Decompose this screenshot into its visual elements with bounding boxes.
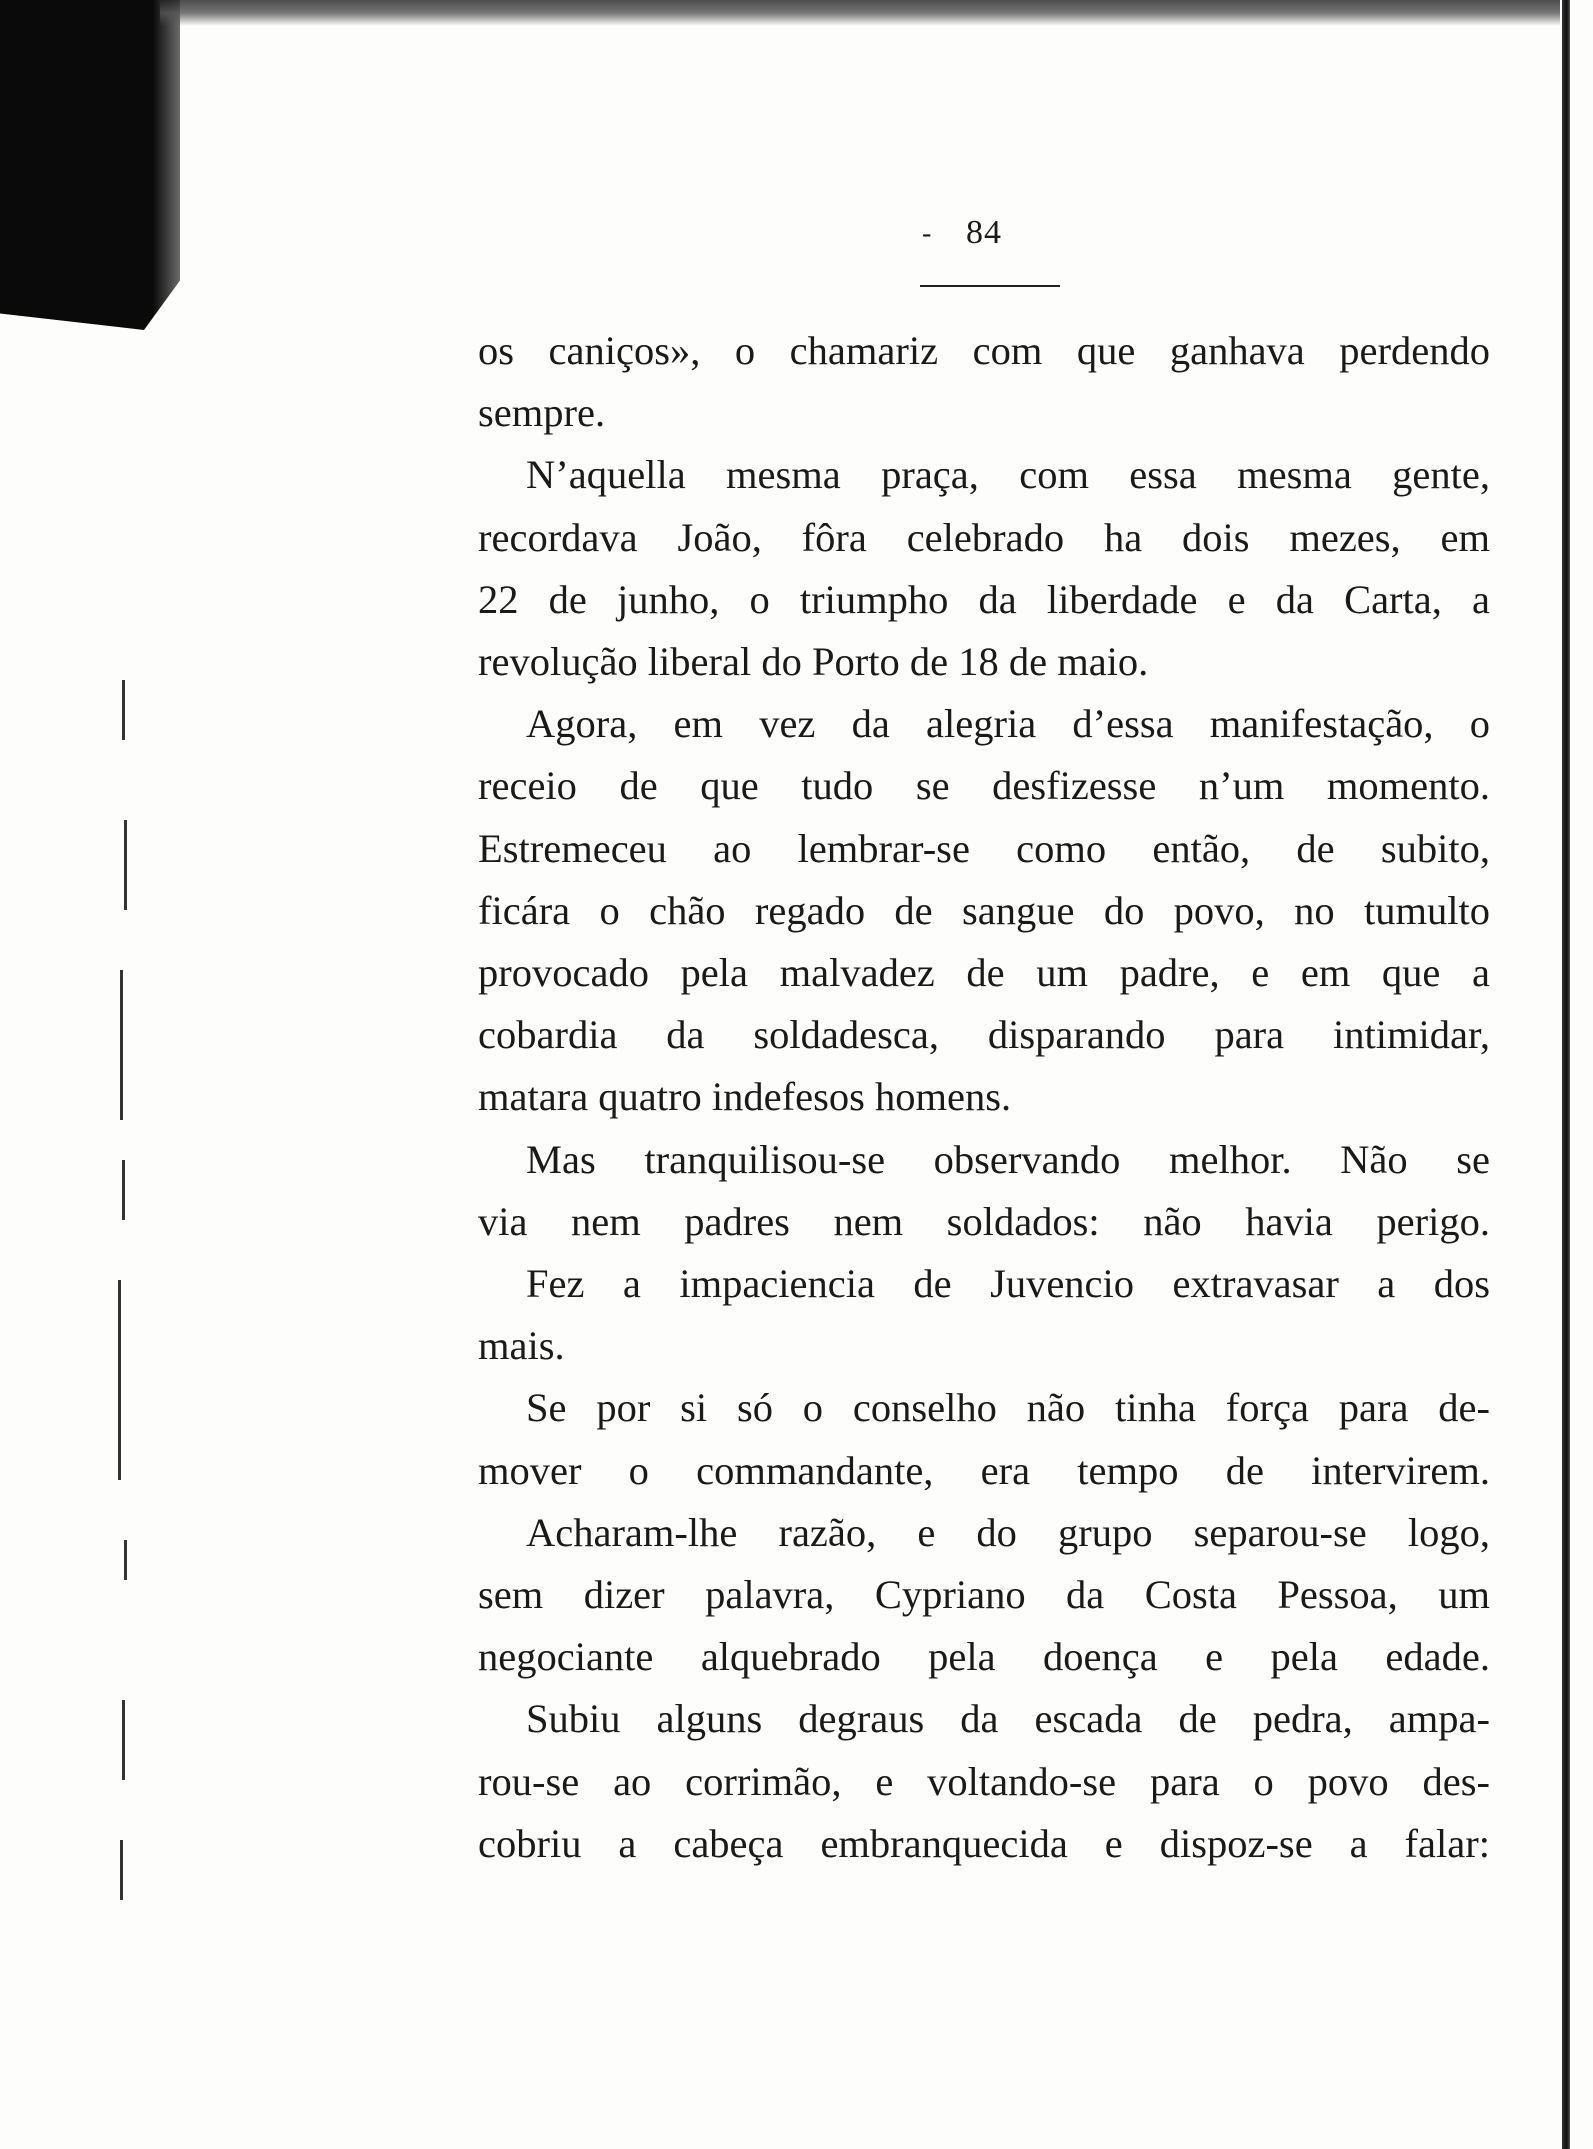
- text-line: matara quatro indefesos homens.: [478, 1074, 1012, 1120]
- text-line: negociante alquebrado pela doença e pela edade.: [478, 1634, 1490, 1680]
- text-line: 22 de junho, o triumpho da liberdade e da Carta, a: [478, 576, 1490, 622]
- text-line: Subiu alguns degraus da escada de pedra, ampa-: [526, 1696, 1490, 1742]
- text-line: Acharam-lhe razão, e do grupo separou-se logo,: [526, 1509, 1490, 1555]
- text-line: N’aquella mesma praça, com essa mesma gente,: [526, 452, 1490, 498]
- text-line: mover o commandante, era tempo de intervirem.: [478, 1447, 1490, 1493]
- text-line: Estremeceu ao lembrar-se como então, de subito,: [478, 825, 1490, 871]
- text-line: ficára o chão regado de sangue do povo, no tumulto: [478, 887, 1490, 933]
- binding-shadow: [0, 0, 180, 330]
- right-edge-shadow: [1562, 0, 1570, 2149]
- text-line: cobardia da soldadesca, disparando para intimidar,: [478, 1012, 1490, 1058]
- text-line: recordava João, fôra celebrado ha dois mezes, em: [478, 514, 1490, 560]
- header-rule: [920, 285, 1060, 287]
- text-line: receio de que tudo se desfizesse n’um momento.: [478, 763, 1490, 809]
- text-line: via nem padres nem soldados: não havia perigo.: [478, 1198, 1490, 1244]
- text-line: mais.: [478, 1323, 565, 1369]
- page-number-dash: -: [922, 218, 932, 249]
- left-margin-specks: [110, 640, 140, 2140]
- text-line: cobriu a cabeça embranquecida e dispoz-se a falar:: [478, 1820, 1490, 1866]
- text-line: revolução liberal do Porto de 18 de maio.: [478, 639, 1149, 685]
- text-line: Mas tranquilisou-se observando melhor. Não se: [526, 1136, 1490, 1182]
- top-edge-shadow: [160, 0, 1560, 26]
- page-number: 84: [966, 214, 1002, 251]
- text-line: sem dizer palavra, Cypriano da Costa Pessoa, um: [478, 1572, 1490, 1618]
- text-line: rou-se ao corrimão, e voltando-se para o povo des-: [478, 1758, 1490, 1804]
- text-line: provocado pela malvadez de um padre, e em que a: [478, 950, 1490, 996]
- text-line: Fez a impaciencia de Juvencio extravasar a dos: [526, 1261, 1490, 1307]
- text-line: Agora, em vez da alegria d’essa manifestação, o: [526, 701, 1490, 747]
- text-line: os caniços», o chamariz com que ganhava perdendo: [478, 328, 1490, 373]
- text-line: Se por si só o conselho não tinha força para de-: [526, 1385, 1490, 1431]
- body-text: [478, 320, 1490, 1875]
- text-line: sempre.: [478, 390, 606, 436]
